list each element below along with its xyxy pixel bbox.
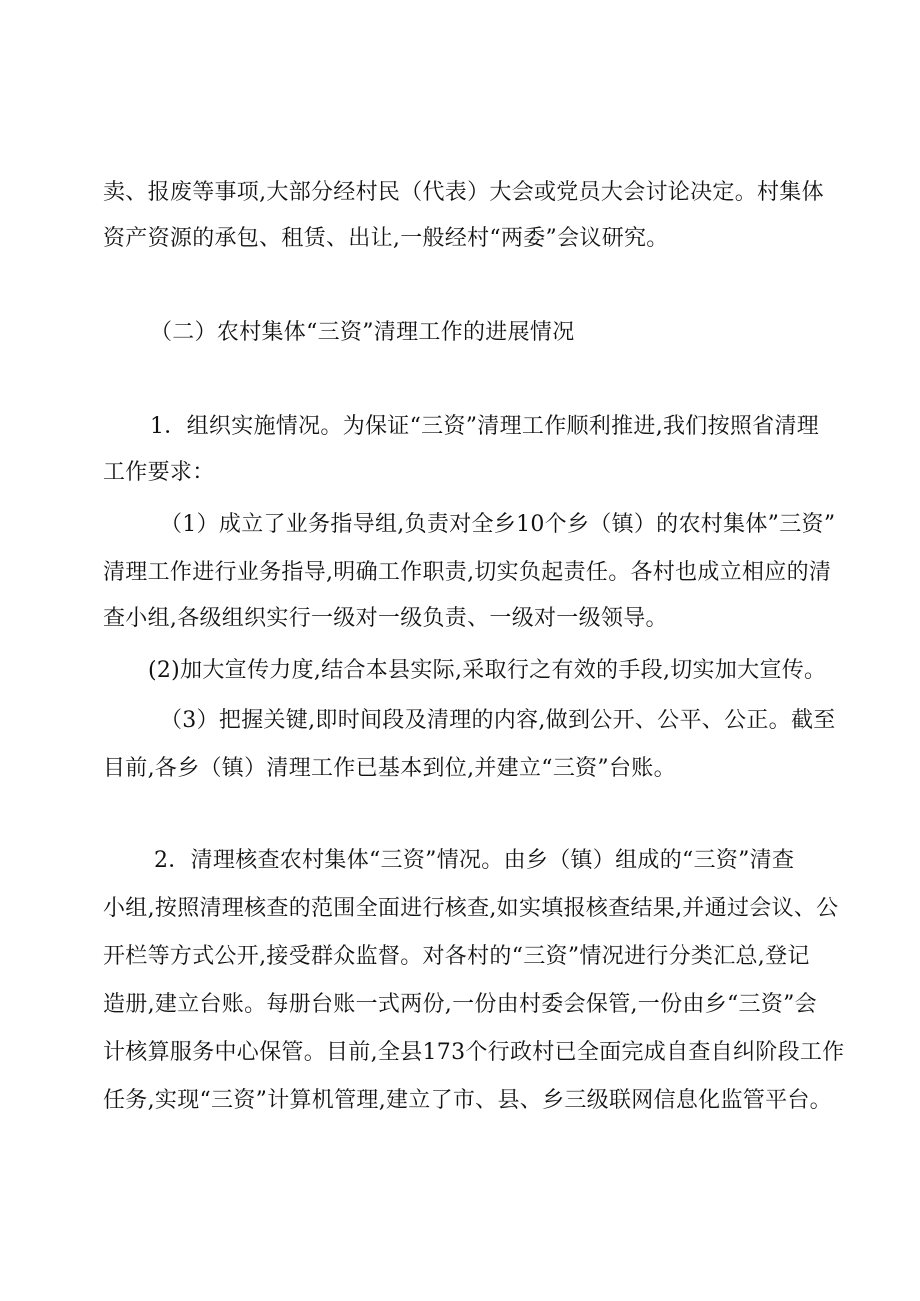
sub-item-2-line: (2)加大宣传力度,结合本县实际,采取行之有效的手段,切实加大宣传。: [148, 658, 827, 683]
item-2-line: 任务,实现“三资”计算机管理,建立了市、县、乡三级联网信息化监管平台。: [103, 1088, 832, 1113]
item-2-line: 计核算服务中心保管。目前,全县173个行政村已全面完成自查自纠阶段工作: [103, 1040, 845, 1065]
item-1-line: 1．组织实施情况。为保证“三资”清理工作顺利推进,我们按照省清理: [150, 414, 820, 439]
paragraph-line: 资产资源的承包、租赁、出让,一般经村“两委”会议研究。: [103, 226, 669, 251]
sub-item-3-line: （3）把握关键,即时间段及清理的内容,做到公开、公平、公正。截至: [160, 708, 836, 733]
paragraph-line: 卖、报废等事项,大部分经村民（代表）大会或党员大会讨论决定。村集体: [103, 180, 824, 205]
item-1-line: 工作要求：: [103, 460, 215, 485]
item-2-line: 开栏等方式公开,接受群众监督。对各村的“三资”情况进行分类汇总,登记: [103, 944, 810, 969]
sub-item-1-line: （1）成立了业务指导组,负责对全乡10个乡（镇）的农村集体”三资”: [160, 512, 836, 537]
item-2-line: 2．清理核查农村集体“三资”情况。由乡（镇）组成的“三资”清查: [154, 848, 795, 873]
item-2-line: 小组,按照清理核查的范围全面进行核查,如实填报核查结果,并通过会议、公: [103, 896, 839, 921]
sub-item-1-line: 清理工作进行业务指导,明确工作职责,切实负起责任。各村也成立相应的清: [103, 560, 832, 585]
section-heading: （二）农村集体“三资”清理工作的进展情况: [150, 320, 575, 345]
sub-item-1-line: 查小组,各级组织实行一级对一级负责、一级对一级领导。: [103, 606, 668, 631]
sub-item-3-line: 目前,各乡（镇）清理工作已基本到位,并建立“三资”台账。: [103, 756, 676, 781]
item-2-line: 造册,建立台账。每册台账一式两份,一份由村委会保管,一份由乡“三资”会: [103, 992, 817, 1017]
